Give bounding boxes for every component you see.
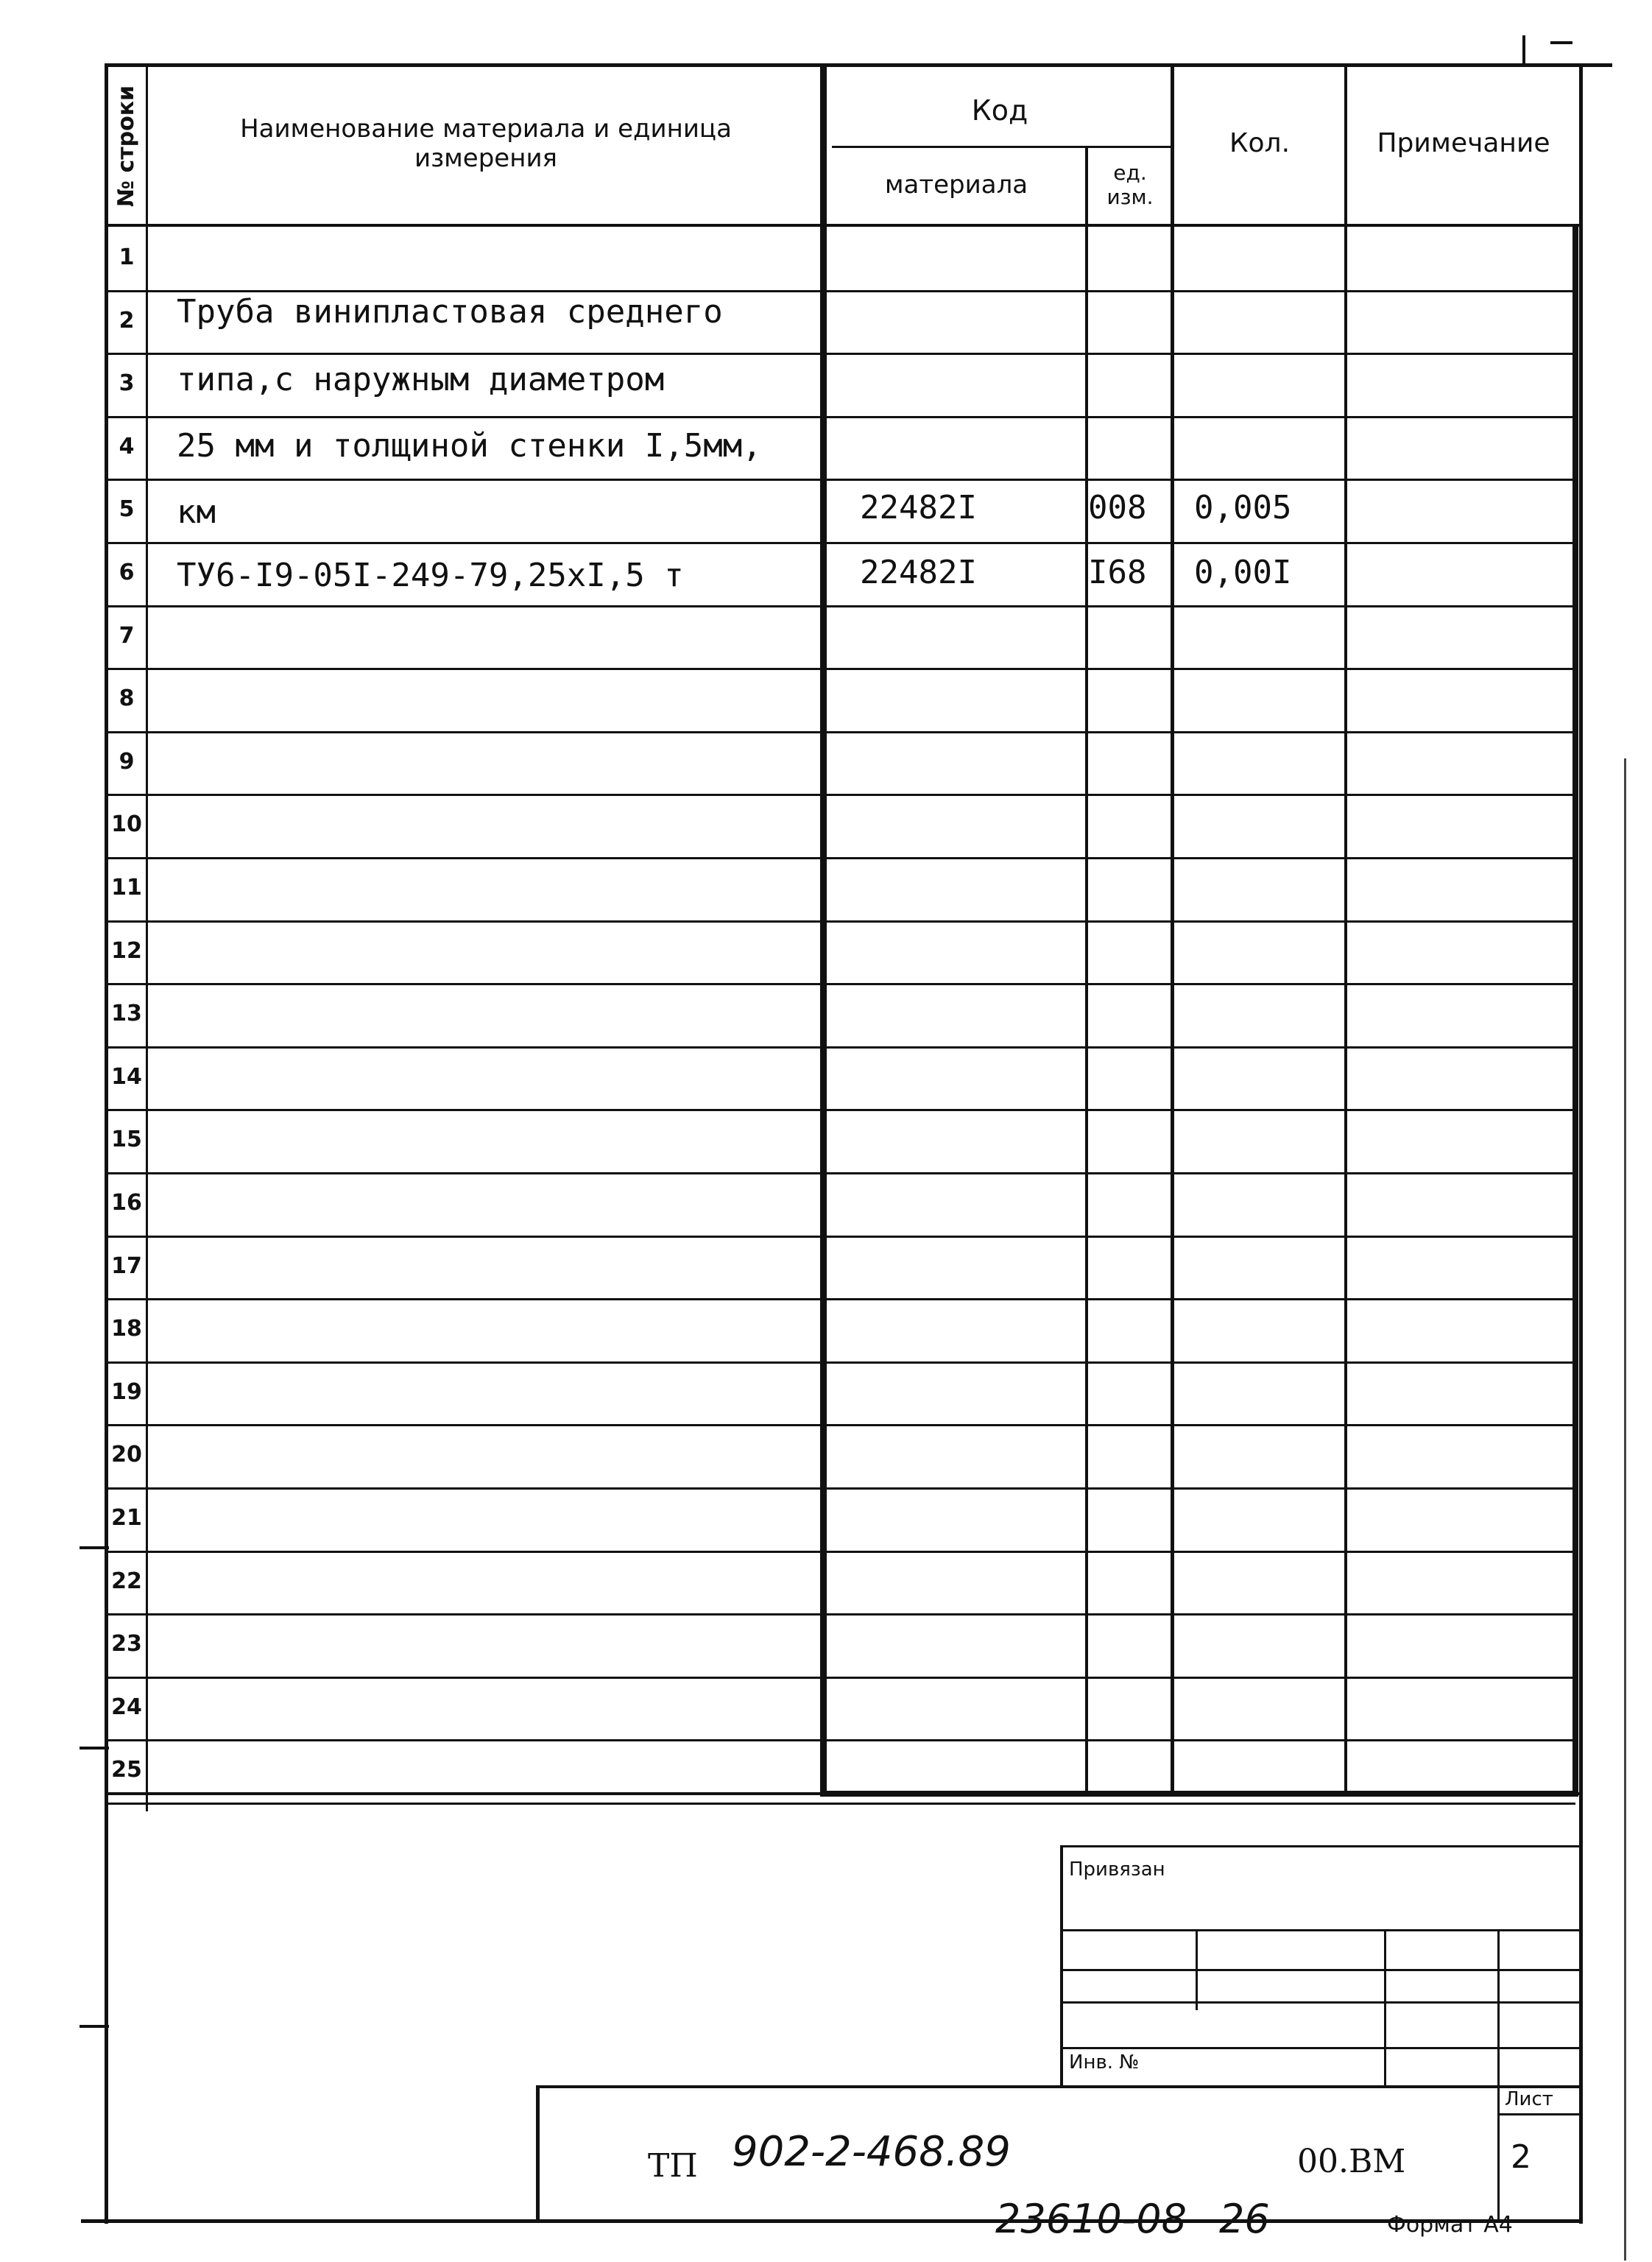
row-number: 4 — [119, 434, 135, 459]
row-number: 8 — [119, 686, 135, 711]
row-number: 9 — [119, 749, 135, 775]
row-number: 25 — [111, 1757, 142, 1783]
stamp-box-left — [1060, 1845, 1063, 2085]
row-line — [106, 983, 1575, 985]
row-6-code: 22482I — [860, 554, 977, 591]
row-number: 11 — [111, 875, 142, 901]
row-line — [106, 1109, 1575, 1111]
row-line — [106, 857, 1575, 859]
code-subheader-line — [832, 146, 1172, 148]
row-number: 2 — [119, 308, 135, 334]
stamp-top-line — [106, 1792, 1581, 1795]
stamp-line-3 — [1062, 2001, 1581, 2004]
row-line — [106, 1236, 1575, 1238]
col-sep-note — [1572, 224, 1578, 1797]
row-line — [106, 1361, 1575, 1364]
doc-number: 902-2-468.89 — [732, 2128, 1011, 2176]
row-4-name: 25 мм и толщиной стенки I,5мм, — [177, 427, 762, 465]
privyazan-label: Привязан — [1069, 1858, 1165, 1881]
name-column-header: Наименование материала и единица измерения — [240, 113, 732, 173]
left-edge-tick-3 — [80, 2025, 109, 2028]
row-number: 5 — [119, 496, 135, 522]
row-number: 20 — [111, 1442, 142, 1468]
page-number: 26 — [1219, 2196, 1270, 2242]
frame-right — [1579, 63, 1583, 2224]
frame-bottom — [81, 2219, 1583, 2223]
row-6-unit: I68 — [1088, 554, 1147, 591]
row-line — [106, 290, 1575, 292]
stamp-line-2 — [1062, 1969, 1581, 1971]
row-6-name: ТУ6-I9-05I-249-79,25хI,5 т — [177, 557, 684, 594]
row-line — [106, 1739, 1575, 1741]
row-6-qty: 0,00I — [1194, 554, 1292, 591]
row-number: 14 — [111, 1064, 142, 1090]
inv-no-label: Инв. № — [1069, 2051, 1140, 2074]
row-number: 21 — [111, 1505, 142, 1531]
list-value: 2 — [1511, 2138, 1531, 2176]
col-sep-code — [1085, 146, 1088, 1797]
row-number: 22 — [111, 1568, 142, 1594]
row-line — [106, 794, 1575, 796]
doc-prefix: ТП — [648, 2147, 698, 2185]
row-number: 7 — [119, 623, 135, 649]
col-sep-name — [820, 65, 827, 1797]
row-number: 13 — [111, 1001, 142, 1026]
row-5-unit: 008 — [1088, 489, 1147, 526]
row-number: 16 — [111, 1190, 142, 1216]
row-line — [106, 542, 1575, 544]
row-number: 3 — [119, 370, 135, 396]
code-unit-header: ед. изм. — [1106, 160, 1154, 209]
row-line — [106, 1487, 1575, 1490]
row-number-header: № строки — [113, 85, 140, 207]
doc-box-top — [537, 2085, 1581, 2088]
row-number: 6 — [119, 560, 135, 585]
row-number: 19 — [111, 1379, 142, 1405]
qty-column-header: Кол. — [1229, 127, 1291, 158]
stamp-vsep-1 — [1196, 1929, 1198, 2010]
row-number: 15 — [111, 1127, 142, 1152]
row-2-name: Труба винипластовая среднего — [177, 293, 723, 331]
row-line — [106, 1677, 1575, 1679]
right-margin-line — [1624, 758, 1626, 2261]
stamp-line-4 — [1062, 2047, 1581, 2049]
row-5-code: 22482I — [860, 489, 977, 526]
row-line — [106, 668, 1575, 670]
archive-number: 23610-08 — [995, 2196, 1187, 2242]
frame-top — [106, 63, 1612, 67]
row-number: 24 — [111, 1694, 142, 1720]
row-3-name: типа,с наружным диаметром — [177, 361, 665, 398]
row-line — [106, 1613, 1575, 1616]
row-line — [106, 731, 1575, 733]
row-line — [106, 416, 1575, 418]
row-number: 17 — [111, 1253, 142, 1279]
row-line — [106, 1424, 1575, 1426]
row-number: 18 — [111, 1316, 142, 1342]
row-line — [106, 353, 1575, 355]
list-label: Лист — [1505, 2088, 1553, 2110]
row-number: 1 — [119, 244, 135, 270]
stamp-vsep-3 — [1497, 1929, 1500, 2219]
code-column-header: Код — [971, 94, 1028, 127]
row-line — [106, 605, 1575, 607]
row-line — [106, 1046, 1575, 1049]
code-material-header: материала — [884, 169, 1028, 200]
row-number: 23 — [111, 1631, 142, 1657]
doc-box-left — [536, 2085, 540, 2221]
row-line — [106, 479, 1575, 481]
row-line — [106, 1551, 1575, 1553]
row-number: 12 — [111, 938, 142, 964]
row-5-name: км — [177, 493, 216, 531]
col-sep-unit — [1171, 65, 1174, 1797]
doc-suffix: 00.ВМ — [1297, 2143, 1406, 2180]
stamp-line-1 — [1062, 1929, 1581, 1931]
row-5-qty: 0,005 — [1194, 489, 1292, 526]
row-line — [106, 920, 1575, 923]
row-line — [106, 1298, 1575, 1300]
left-edge-tick-1 — [80, 1546, 109, 1549]
col-sep-qty — [1344, 65, 1347, 1797]
row-number: 10 — [111, 811, 142, 837]
top-corner-dash — [1550, 41, 1572, 44]
stamp-box-top — [1060, 1845, 1581, 1847]
header-bottom-line — [106, 224, 1581, 227]
row-line — [106, 1172, 1575, 1174]
note-column-header: Примечание — [1377, 127, 1550, 158]
list-label-line — [1497, 2113, 1581, 2115]
left-edge-tick-2 — [80, 1747, 109, 1750]
stamp-vsep-2 — [1384, 1929, 1386, 2085]
top-corner-tick — [1522, 35, 1525, 65]
row-line — [106, 1803, 1575, 1805]
format-label: Формат А4 — [1387, 2212, 1513, 2238]
